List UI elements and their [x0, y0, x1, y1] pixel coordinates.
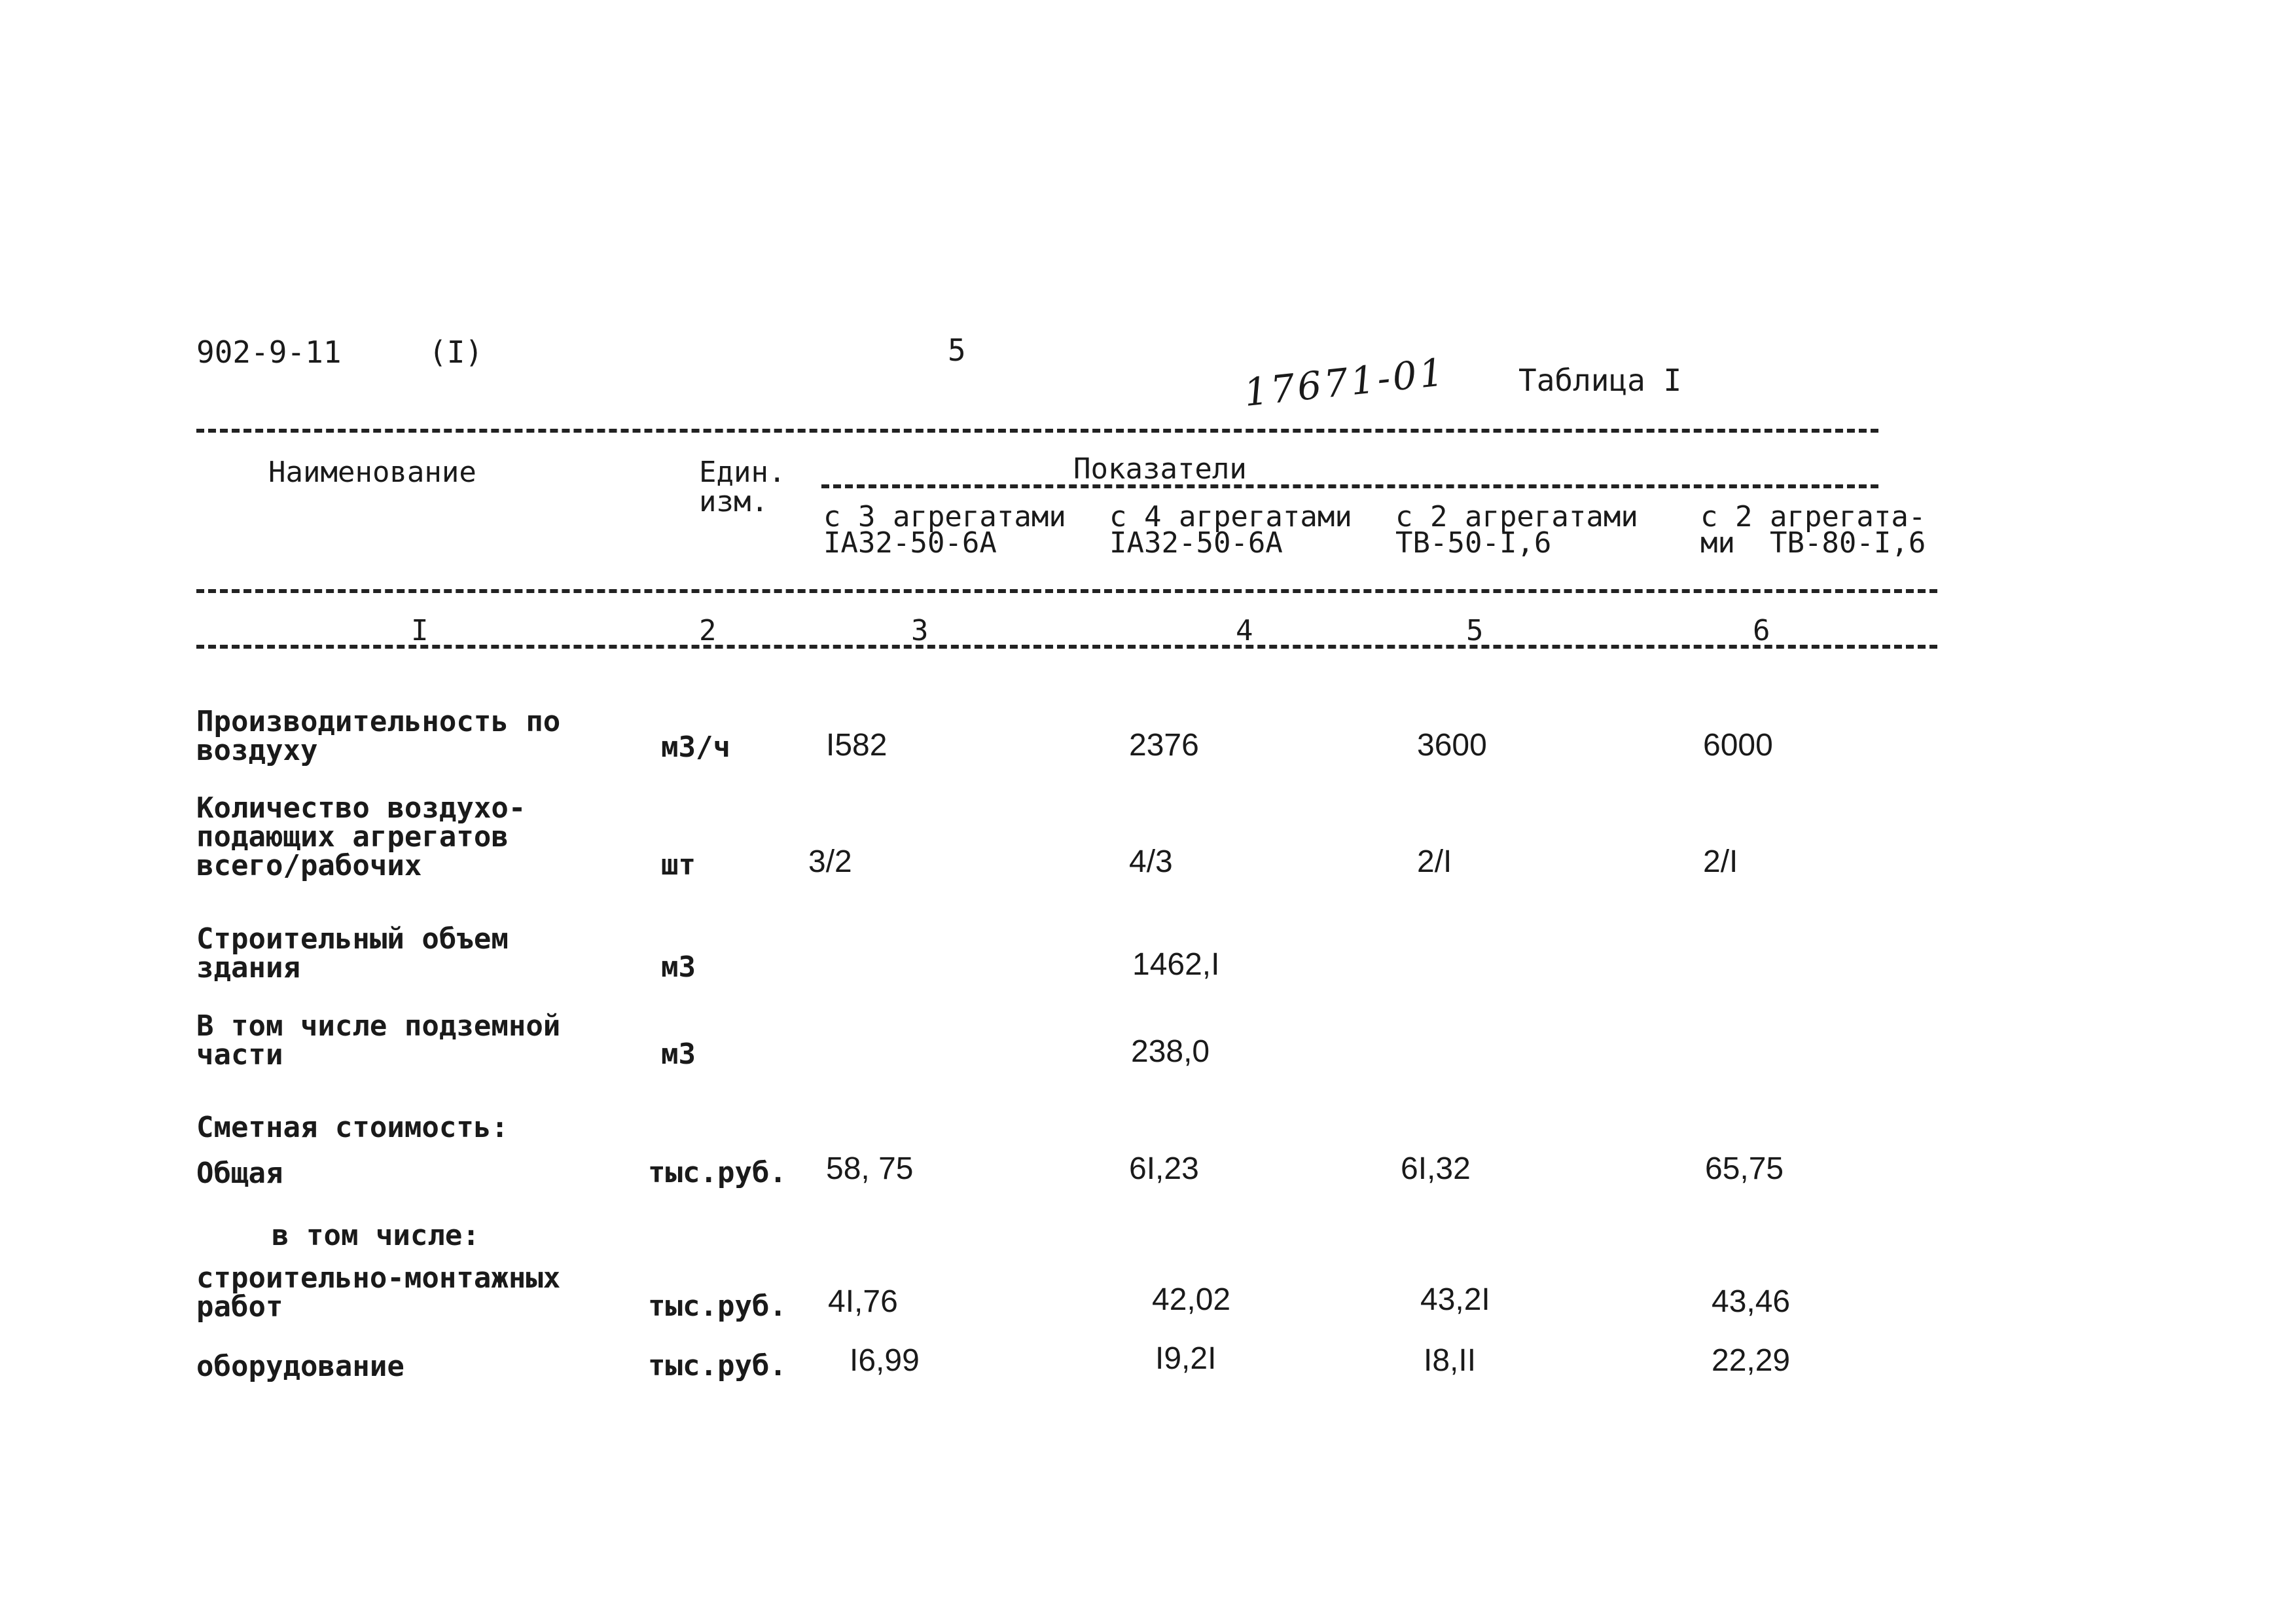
- row-9-unit: тыс.руб.: [648, 1349, 787, 1382]
- col-header-indicators: Показатели: [1073, 452, 1247, 486]
- col-number-2: 2: [699, 614, 717, 647]
- row-8-name-line2: работ: [196, 1290, 283, 1324]
- variant-3-line1: с 2 агрегатами: [1395, 500, 1638, 533]
- col-number-6: 6: [1753, 614, 1770, 647]
- row-4-value-col4: 238,0: [1131, 1034, 1210, 1069]
- row-7-name: в том числе:: [272, 1219, 480, 1252]
- row-2-value-col6: 2/I: [1703, 844, 1738, 879]
- row-6-value-col6: 65,75: [1705, 1151, 1784, 1186]
- row-1-value-col4: 2376: [1129, 728, 1199, 763]
- row-6-value-col3: 58, 75: [826, 1151, 914, 1186]
- row-9-value-col4: I9,2I: [1155, 1341, 1217, 1376]
- row-4-name-line2: части: [196, 1038, 283, 1072]
- row-1-unit: м3/ч: [661, 731, 730, 764]
- row-6-value-col4: 6I,23: [1129, 1151, 1199, 1186]
- col-header-unit-line1: Един.: [699, 456, 786, 489]
- col-number-5: 5: [1466, 614, 1484, 647]
- row-2-name-line1: Количество воздухо-: [196, 791, 526, 825]
- col-number-3: 3: [911, 614, 929, 647]
- table-title: Таблица I: [1518, 363, 1682, 398]
- row-2-value-col4: 4/3: [1129, 844, 1173, 879]
- header-bottom-rule: [196, 589, 1937, 593]
- row-8-value-col3: 4I,76: [828, 1284, 898, 1319]
- variant-4-line2: ми ТВ-80-I,6: [1700, 526, 1926, 560]
- row-8-value-col6: 43,46: [1712, 1284, 1791, 1319]
- row-1-name-line2: воздуху: [196, 734, 318, 767]
- row-1-value-col3: I582: [826, 728, 888, 763]
- page-number: 5: [948, 333, 966, 368]
- row-9-value-col6: 22,29: [1712, 1343, 1791, 1378]
- col-number-4: 4: [1236, 614, 1253, 647]
- row-6-value-col5: 6I,32: [1401, 1151, 1471, 1186]
- variant-2-line2: IA32-50-6A: [1109, 526, 1283, 560]
- row-3-name-line1: Строительный объем: [196, 922, 509, 956]
- row-3-unit: м3: [661, 950, 696, 984]
- row-2-value-col5: 2/I: [1417, 844, 1452, 879]
- row-5-name: Сметная стоимость:: [196, 1111, 509, 1144]
- row-6-name: Общая: [196, 1157, 283, 1190]
- col-header-unit-line2: изм.: [699, 485, 768, 518]
- table-top-rule: [196, 429, 1878, 433]
- variant-1-line1: с 3 агрегатами: [823, 500, 1066, 533]
- row-8-value-col5: 43,2I: [1420, 1282, 1490, 1317]
- row-1-name-line1: Производительность по: [196, 705, 561, 738]
- col-numbers-rule: [196, 645, 1937, 649]
- col-header-name: Наименование: [268, 456, 476, 489]
- document-code: 902-9-11: [196, 334, 342, 370]
- indicators-rule: [821, 484, 1878, 488]
- row-2-name-line2: подающих агрегатов: [196, 820, 509, 854]
- row-3-value-col4: 1462,I: [1132, 947, 1220, 982]
- variant-1-line2: IA32-50-6A: [823, 526, 997, 560]
- handwritten-number: 17671-01: [1242, 349, 1448, 416]
- row-9-value-col5: I8,II: [1424, 1343, 1477, 1378]
- row-1-value-col5: 3600: [1417, 728, 1487, 763]
- row-1-value-col6: 6000: [1703, 728, 1773, 763]
- row-2-value-col3: 3/2: [808, 844, 852, 879]
- col-number-1: I: [411, 614, 429, 647]
- variant-4-line1: с 2 агрегата-: [1700, 500, 1926, 533]
- row-9-name: оборудование: [196, 1350, 404, 1383]
- row-8-unit: тыс.руб.: [648, 1290, 787, 1323]
- row-4-unit: м3: [661, 1038, 696, 1071]
- row-9-value-col3: I6,99: [850, 1343, 920, 1378]
- variant-3-line2: ТВ-50-I,6: [1395, 526, 1552, 560]
- row-6-unit: тыс.руб.: [648, 1156, 787, 1189]
- row-3-name-line2: здания: [196, 951, 300, 984]
- row-2-unit: шт: [661, 848, 696, 882]
- variant-2-line1: с 4 агрегатами: [1109, 500, 1352, 533]
- row-2-name-line3: всего/рабочих: [196, 849, 422, 882]
- document-part: (I): [429, 334, 484, 370]
- row-8-value-col4: 42,02: [1152, 1282, 1231, 1317]
- row-8-name-line1: строительно-монтажных: [196, 1261, 561, 1295]
- row-4-name-line1: В том числе подземной: [196, 1009, 561, 1043]
